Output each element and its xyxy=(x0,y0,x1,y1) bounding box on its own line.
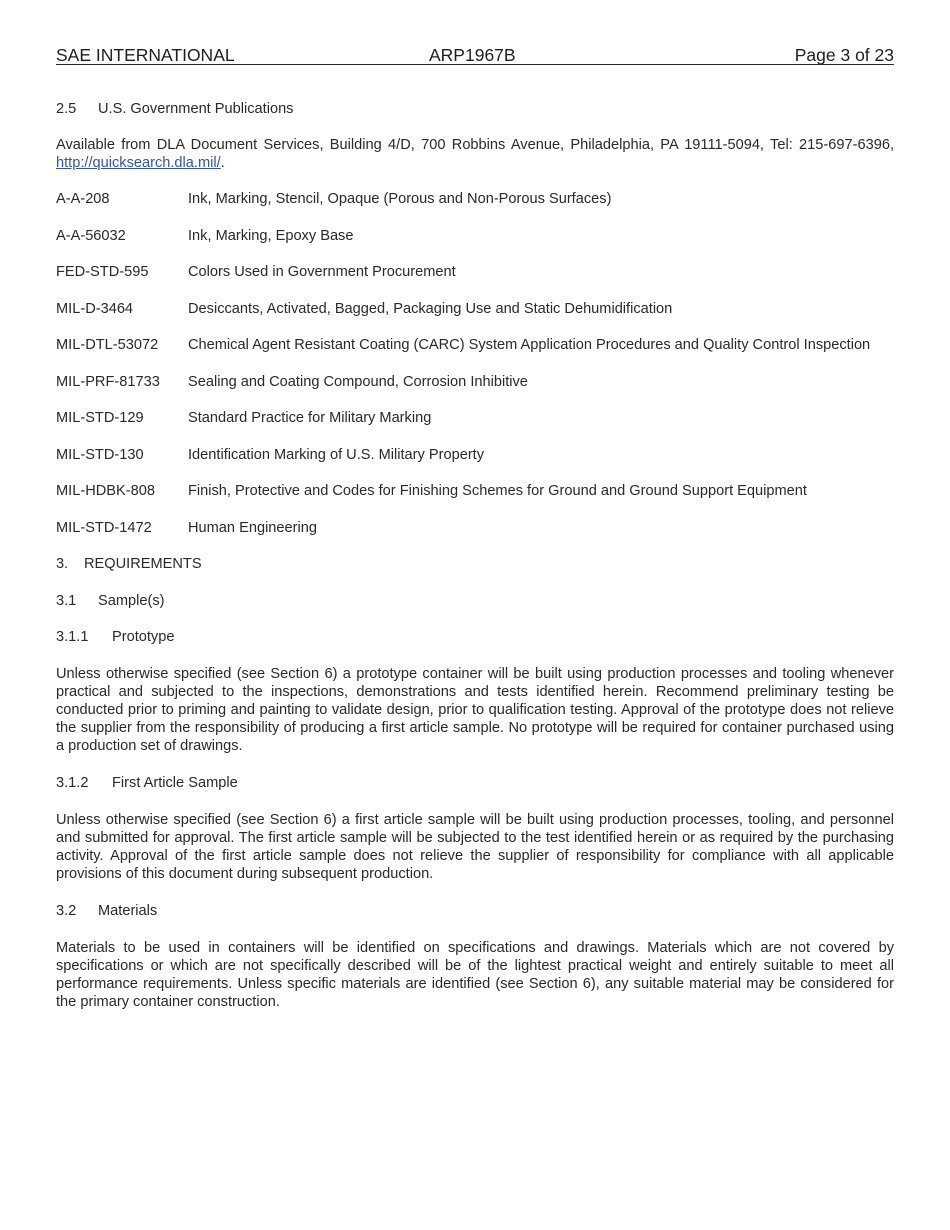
section-number: 3.1.1 xyxy=(56,629,89,645)
section-number: 3.1.2 xyxy=(56,775,89,791)
section-3-1-2-body: Unless otherwise specified (see Section 6) a first article sample will be built using production processes, tooling, and personnel and submitted for approval. The first article sample will be subjected to the test identified herein or as required by the purchasing activity. Approval of the first article sample does not relieve the supplier of responsibility for compliance with all applicable provisions of this document during subsequent production. xyxy=(56,812,894,882)
reference-id: MIL-STD-129 xyxy=(56,410,144,426)
reference-row xyxy=(56,409,894,427)
reference-id: MIL-PRF-81733 xyxy=(56,374,160,390)
section-3-1-1-body: Unless otherwise specified (see Section 6) a prototype container will be built using production processes and tooling whenever practical and subjected to the inspections, demonstrations and tests identified herein. Recommend preliminary testing be conducted prior to priming and painting to validate design, prior to qualification testing. Approval of the prototype does not relieve the supplier from the responsibility of producing a first article sample. No prototype will be required for container purchased using a production set of drawings. xyxy=(56,666,894,754)
section-3-1-1-heading xyxy=(56,628,894,646)
section-number: 2.5 xyxy=(56,101,77,117)
reference-description: Chemical Agent Resistant Coating (CARC) System Application Procedures and Quality Control Inspection xyxy=(188,337,871,353)
intro-text: Available from DLA Document Services, Building 4/D, 700 Robbins Avenue, Philadelphia, PA 19111-5094, Tel: 215-697-6396, xyxy=(56,137,894,153)
reference-row xyxy=(56,300,894,318)
reference-id: MIL-STD-1472 xyxy=(56,520,152,536)
reference-row xyxy=(56,263,894,281)
reference-description: Ink, Marking, Stencil, Opaque (Porous and Non-Porous Surfaces) xyxy=(188,191,612,207)
intro-trail: . xyxy=(220,155,225,171)
section-2-5-intro xyxy=(56,136,894,172)
section-3-heading xyxy=(56,555,894,573)
section-number: 3. xyxy=(56,556,69,572)
reference-id: A-A-208 xyxy=(56,191,110,207)
section-title: U.S. Government Publications xyxy=(98,101,294,117)
header-doc-number: ARP1967B xyxy=(429,45,516,65)
section-title: First Article Sample xyxy=(112,775,238,791)
reference-id: MIL-STD-130 xyxy=(56,447,144,463)
reference-row xyxy=(56,519,894,537)
dla-quicksearch-link[interactable]: http://quicksearch.dla.mil/ xyxy=(56,155,221,171)
reference-description: Human Engineering xyxy=(188,520,317,536)
section-title: Materials xyxy=(98,903,158,919)
header-page-label: Page 3 of 23 xyxy=(794,45,894,65)
reference-description: Finish, Protective and Codes for Finishing Schemes for Ground and Ground Support Equipment xyxy=(188,483,807,499)
reference-description: Identification Marking of U.S. Military Property xyxy=(188,447,485,463)
section-number: 3.1 xyxy=(56,593,77,609)
reference-id: MIL-HDBK-808 xyxy=(56,483,155,499)
section-number: 3.2 xyxy=(56,903,77,919)
header-org: SAE INTERNATIONAL xyxy=(56,45,235,65)
reference-description: Ink, Marking, Epoxy Base xyxy=(188,228,354,244)
reference-row xyxy=(56,446,894,464)
reference-description: Standard Practice for Military Marking xyxy=(188,410,432,426)
section-title: Prototype xyxy=(112,629,175,645)
reference-row xyxy=(56,373,894,391)
section-3-2-heading xyxy=(56,902,894,920)
section-3-1-heading xyxy=(56,592,894,610)
section-title: Sample(s) xyxy=(98,593,165,609)
section-title: REQUIREMENTS xyxy=(84,556,202,572)
reference-row xyxy=(56,482,894,500)
page-header xyxy=(56,42,894,65)
reference-row xyxy=(56,227,894,245)
reference-id: FED-STD-595 xyxy=(56,264,149,280)
reference-row xyxy=(56,336,894,354)
reference-description: Sealing and Coating Compound, Corrosion Inhibitive xyxy=(188,374,528,390)
reference-description: Colors Used in Government Procurement xyxy=(188,264,456,280)
reference-description: Desiccants, Activated, Bagged, Packaging Use and Static Dehumidification xyxy=(188,301,673,317)
section-3-2-body: Materials to be used in containers will be identified on specifications and drawings. Materials which are not covered by specifications or which are not specifically described will be of the lightest practical weight and entirely suitable to meet all performance requirements. Unless specific materials are identified (see Section 6), any suitable material may be considered for the primary container construction. xyxy=(56,940,894,1010)
document-page xyxy=(56,42,894,1011)
reference-id: MIL-DTL-53072 xyxy=(56,337,159,353)
reference-row xyxy=(56,190,894,208)
reference-id: MIL-D-3464 xyxy=(56,301,134,317)
section-2-5-heading xyxy=(56,100,894,118)
section-3-1-2-heading xyxy=(56,774,894,792)
reference-id: A-A-56032 xyxy=(56,228,126,244)
